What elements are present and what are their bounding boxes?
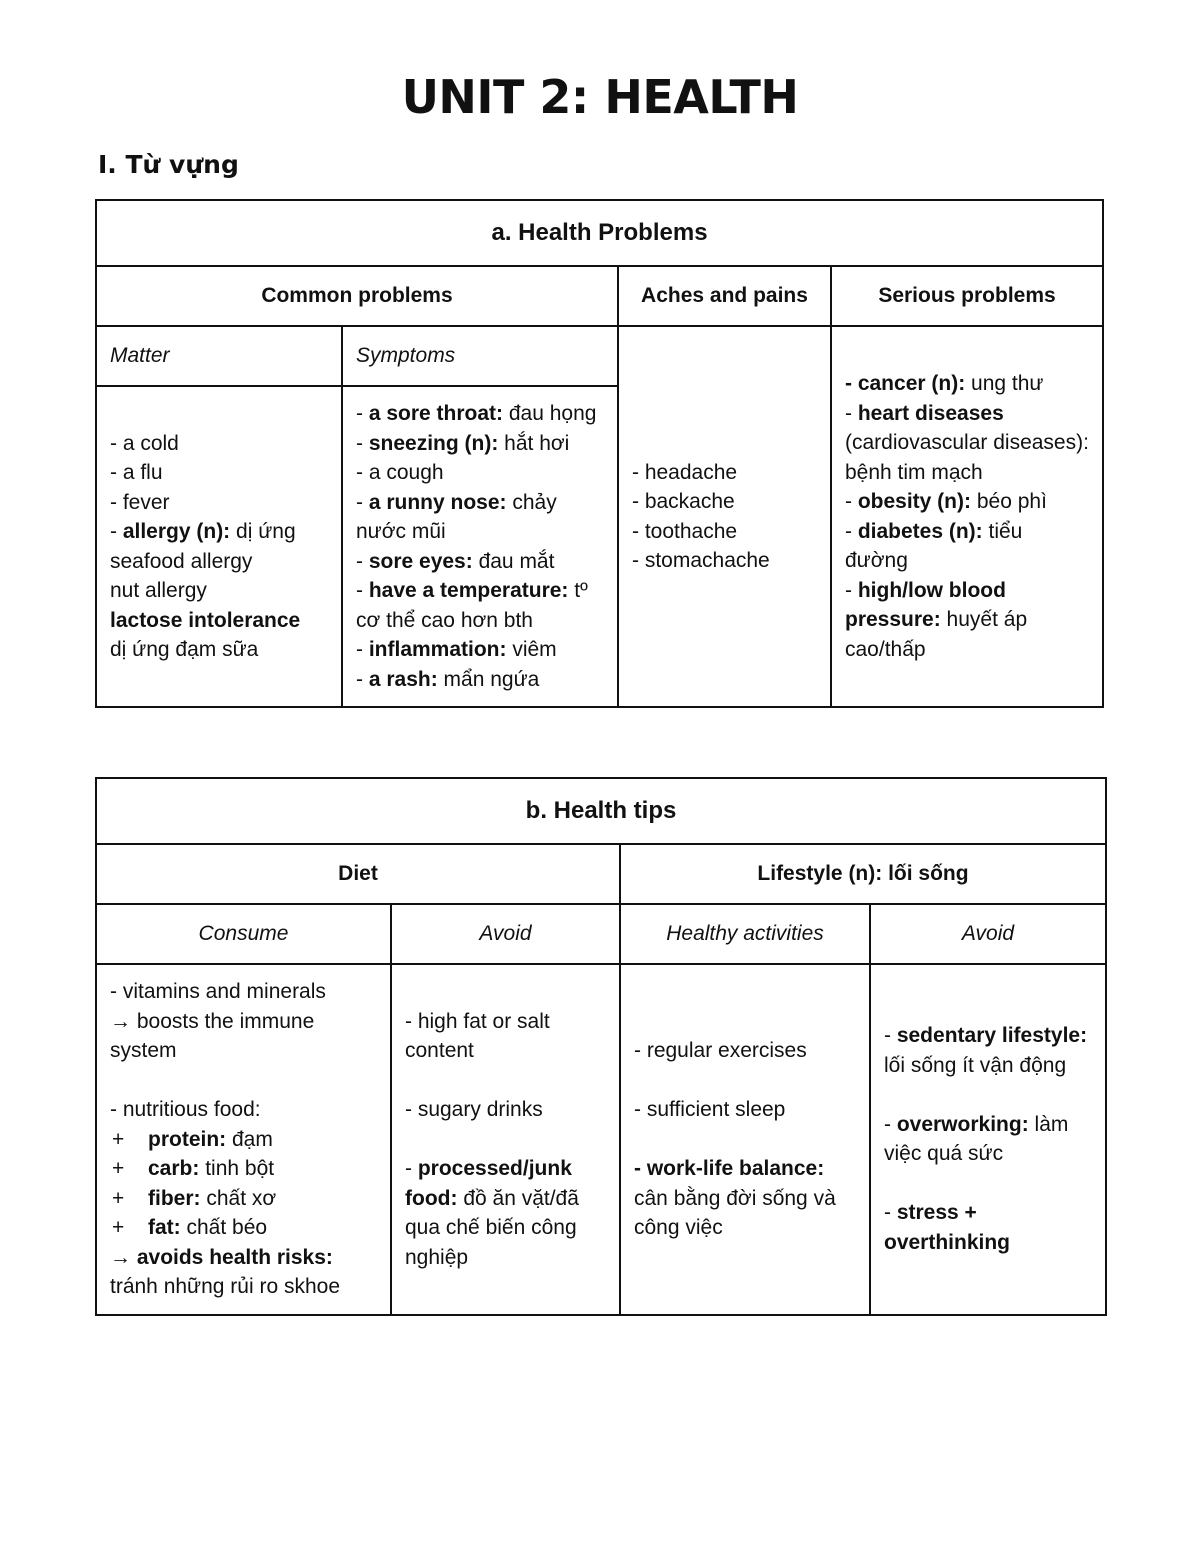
bullet-marker: +: [112, 1186, 125, 1210]
vocab-entry: [110, 1213, 377, 1243]
vocab-entry: [845, 369, 1089, 399]
entry-text: dị ứng đạm sữa: [110, 638, 259, 661]
entry-text: chảy nước mũi: [356, 490, 557, 543]
entry-text: tránh những rủi ro skhoe: [110, 1275, 341, 1298]
vocab-entry: [634, 1036, 856, 1066]
entry-text: huyết áp cao/thấp: [845, 608, 1028, 661]
diet-header: Diet: [96, 844, 620, 904]
health-tips-title: b. Health tips: [96, 778, 1106, 844]
entry-text: → boosts the immune system: [110, 1009, 315, 1062]
healthy-activities-subheader: Healthy activities: [620, 904, 870, 964]
avoid-lifestyle-list: [870, 964, 1106, 1315]
entry-term: sneezing (n):: [368, 431, 499, 455]
vocab-entry: [356, 547, 604, 577]
entry-term: high/low blood pressure:: [845, 578, 1006, 631]
vocab-entry: [110, 547, 328, 577]
entry-text: - headache: [632, 460, 738, 484]
matter-subheader: Matter: [96, 326, 342, 386]
vocab-entry: [845, 517, 1089, 576]
vocab-entry: [110, 1007, 377, 1066]
entry-text: - vitamins and minerals: [110, 980, 326, 1003]
entry-text: - a cold: [110, 431, 179, 455]
entry-term: sore eyes:: [368, 549, 473, 573]
vocab-entry: [634, 1095, 856, 1125]
vocab-entry: [634, 1125, 856, 1155]
vocab-entry: [884, 1169, 1092, 1199]
entry-text: ung thư: [965, 372, 1044, 395]
entry-dash: -: [356, 490, 369, 514]
entry-dash: -: [356, 431, 369, 455]
vocab-entry: [634, 1154, 856, 1243]
vocab-entry: [110, 1066, 377, 1096]
health-problems-table: [95, 199, 1104, 708]
entry-dash: -: [356, 549, 369, 573]
vocab-entry: [356, 665, 604, 695]
entry-term: a rash:: [368, 667, 438, 691]
entry-dash: -: [845, 519, 858, 543]
entry-text: cân bằng đời sống và công việc: [634, 1186, 836, 1239]
aches-pains-header: Aches and pains: [618, 266, 831, 326]
vocab-entry: [110, 606, 328, 636]
entry-text: - stomachache: [632, 549, 770, 572]
vocab-entry: [110, 458, 328, 488]
consume-list: [96, 964, 391, 1315]
entry-term: inflammation:: [368, 638, 507, 661]
vocab-entry: [110, 1184, 377, 1214]
entry-text: seafood allergy: [110, 549, 253, 573]
entry-term: heart diseases: [857, 401, 1004, 425]
entry-text: đau mắt: [472, 549, 555, 573]
entry-text: - sugary drinks: [405, 1098, 543, 1121]
entry-term: - cancer (n):: [845, 372, 966, 395]
entry-term: - work-life balance:: [634, 1157, 825, 1180]
vocab-entry: [405, 1125, 606, 1155]
entry-term: obesity (n):: [857, 490, 971, 513]
healthy-activities-list: [620, 964, 870, 1315]
entry-dash: -: [884, 1201, 897, 1225]
entry-term: overworking:: [896, 1112, 1029, 1136]
entry-text: đau họng: [503, 402, 597, 425]
vocab-entry: [110, 429, 328, 459]
entry-text: nut allergy: [110, 579, 207, 602]
entry-dash: -: [356, 402, 369, 425]
entry-term: fat:: [148, 1216, 181, 1239]
serious-problems-header: Serious problems: [831, 266, 1103, 326]
vocab-entry: [632, 487, 817, 517]
common-problems-header: Common problems: [96, 266, 618, 326]
avoid-diet-subheader: Avoid: [391, 904, 620, 964]
bullet-marker: +: [112, 1157, 125, 1180]
entry-text: dị ứng: [230, 520, 296, 543]
vocab-entry: [632, 517, 817, 547]
vocab-entry: [884, 1080, 1092, 1110]
vocab-entry: [405, 1007, 606, 1066]
bullet-marker: +: [112, 1216, 125, 1239]
entry-text: - a cough: [356, 461, 444, 484]
vocab-entry: [356, 635, 604, 665]
entry-dash: -: [356, 638, 369, 661]
avoid-diet-list: [391, 964, 620, 1315]
health-tips-table: [95, 777, 1107, 1316]
vocab-entry: [845, 487, 1089, 517]
entry-term: processed/junk food:: [405, 1157, 572, 1210]
entry-text: - fever: [110, 490, 170, 514]
vocab-entry: [110, 1243, 377, 1302]
vocab-entry: [884, 1198, 1092, 1257]
entry-text: mẩn ngứa: [437, 667, 540, 691]
entry-term: have a temperature:: [368, 579, 569, 602]
vocab-entry: [110, 1095, 377, 1125]
entry-dash: -: [845, 490, 858, 513]
serious-list: [831, 326, 1103, 707]
entry-text: đạm: [226, 1127, 273, 1151]
symptoms-list: [342, 386, 618, 707]
entry-term: lactose intolerance: [110, 608, 301, 632]
vocab-entry: [110, 488, 328, 518]
vocab-entry: [405, 1095, 606, 1125]
bullet-marker: +: [112, 1127, 125, 1151]
consume-subheader: Consume: [96, 904, 391, 964]
entry-dash: -: [845, 578, 858, 602]
entry-dash: -: [110, 520, 123, 543]
entry-dash: -: [405, 1157, 418, 1180]
entry-text: - high fat or salt content: [405, 1009, 550, 1062]
entry-text: chất xơ: [200, 1186, 277, 1210]
entry-term: a runny nose:: [368, 490, 507, 514]
vocab-entry: [110, 635, 328, 665]
vocab-entry: [356, 429, 604, 459]
entry-text: - regular exercises: [634, 1039, 807, 1062]
entry-text: tinh bột: [199, 1157, 275, 1180]
entry-term: stress + overthinking: [884, 1201, 1011, 1254]
symptoms-subheader: Symptoms: [342, 326, 618, 386]
aches-list: [618, 326, 831, 707]
entry-dash: -: [845, 401, 858, 425]
entry-term: allergy (n):: [122, 520, 231, 543]
vocab-entry: [632, 458, 817, 488]
vocab-entry: [110, 1125, 377, 1155]
entry-text: chất béo: [180, 1216, 268, 1239]
vocab-entry: [356, 488, 604, 547]
entry-term: → avoids health risks:: [110, 1245, 333, 1269]
entry-text: hắt hơi: [498, 431, 570, 455]
vocab-entry: [845, 576, 1089, 665]
lifestyle-header: Lifestyle (n): lối sống: [620, 844, 1106, 904]
vocab-entry: [110, 1154, 377, 1184]
entry-text: đồ ăn vặt/đã qua chế biến công nghiệp: [405, 1186, 579, 1269]
vocab-entry: [110, 977, 377, 1007]
entry-text: - sufficient sleep: [634, 1098, 786, 1121]
entry-text: - a flu: [110, 461, 163, 484]
entry-dash: -: [884, 1112, 897, 1136]
entry-text: lối sống ít vận động: [884, 1053, 1067, 1077]
vocab-entry: [884, 1110, 1092, 1169]
vocab-entry: [405, 1154, 606, 1272]
vocab-entry: [884, 1021, 1092, 1080]
vocab-entry: [632, 546, 817, 576]
entry-dash: -: [356, 579, 369, 602]
vocab-entry: [110, 517, 328, 547]
entry-term: fiber:: [148, 1186, 201, 1210]
vocab-entry: [634, 1066, 856, 1096]
entry-text: tº cơ thể cao hơn bth: [356, 579, 588, 632]
entry-text: - nutritious food:: [110, 1098, 261, 1121]
entry-term: protein:: [148, 1127, 227, 1151]
section-heading: I. Từ vựng: [98, 150, 239, 179]
entry-text: viêm: [506, 638, 557, 661]
avoid-lifestyle-subheader: Avoid: [870, 904, 1106, 964]
vocab-entry: [110, 576, 328, 606]
vocab-entry: [356, 458, 604, 488]
vocab-entry: [845, 399, 1089, 488]
entry-dash: -: [356, 667, 369, 691]
health-problems-title: a. Health Problems: [96, 200, 1103, 266]
entry-term: carb:: [148, 1157, 200, 1180]
vocab-entry: [356, 576, 604, 635]
entry-text: béo phì: [971, 490, 1047, 513]
entry-text: - toothache: [632, 519, 738, 543]
entry-term: diabetes (n):: [857, 519, 983, 543]
page-title: UNIT 2: HEALTH: [401, 70, 799, 124]
entry-dash: -: [884, 1024, 897, 1048]
matter-list: [96, 386, 342, 707]
entry-text: làm việc quá sức: [884, 1112, 1069, 1166]
entry-text: - backache: [632, 490, 735, 513]
vocab-entry: [405, 1066, 606, 1096]
entry-text: tiểu đường: [845, 519, 1023, 572]
entry-term: sedentary lifestyle:: [896, 1024, 1088, 1048]
vocab-entry: [356, 399, 604, 429]
entry-text: (cardiovascular diseases): bệnh tim mạch: [845, 431, 1089, 484]
entry-term: a sore throat:: [368, 402, 504, 425]
